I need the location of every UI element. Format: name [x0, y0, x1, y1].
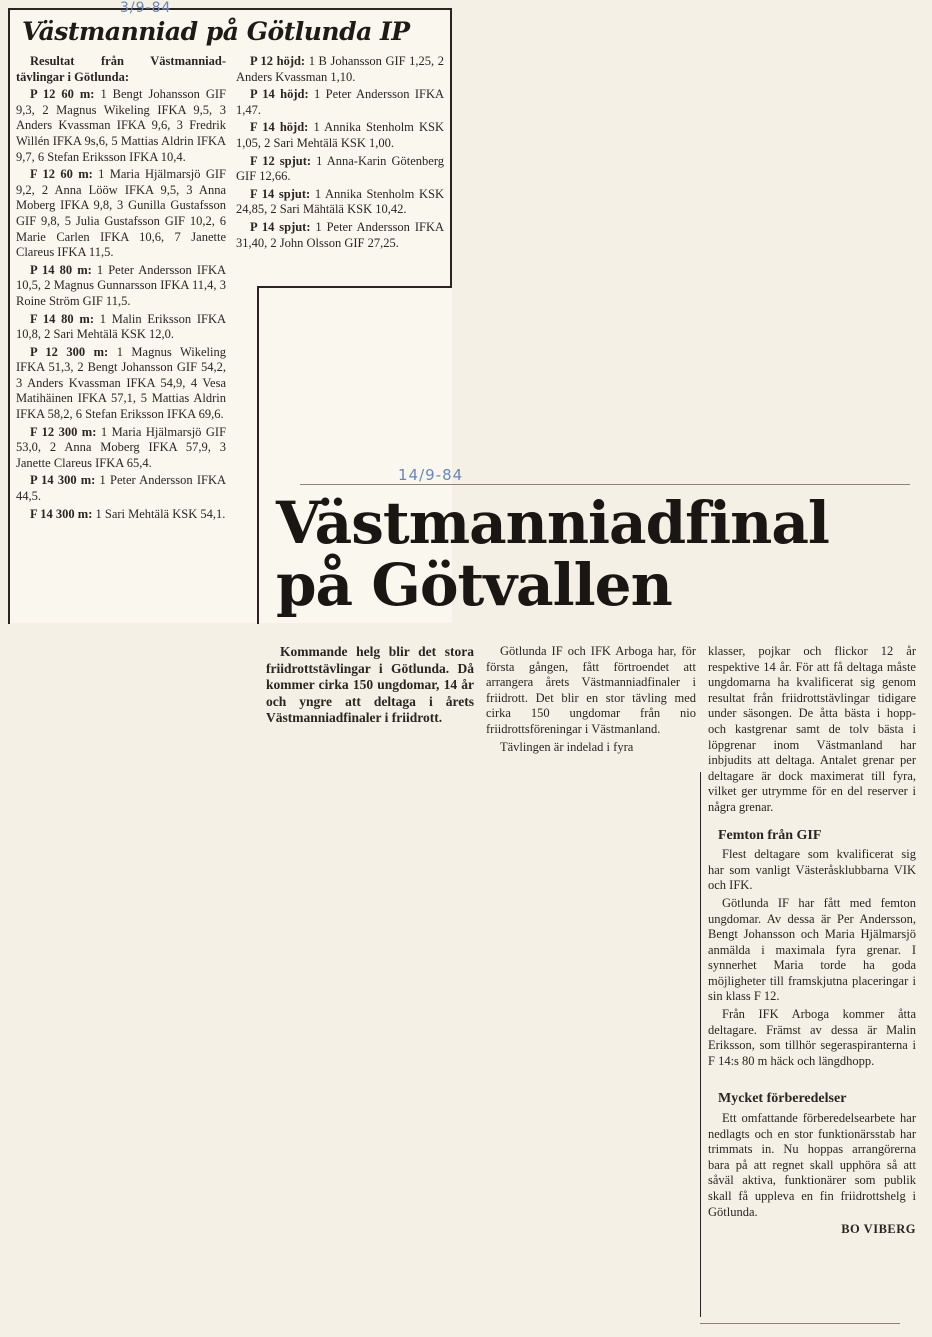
- result-event: F 12 300 m:: [30, 424, 97, 439]
- result-event: F 12 60 m:: [30, 167, 93, 182]
- result-text: 1 Sari Mehtälä KSK 54,1.: [95, 506, 226, 521]
- column-3-rule: [700, 772, 701, 1317]
- result-event: P 14 80 m:: [30, 262, 92, 277]
- article-headline: [276, 489, 916, 619]
- col2-paragraph: Götlunda IF och IFK Arboga har, för första gången, fått förtroendet att arrangera årets Västmanniadfinaler i friidrott. Det blir en stor tävling med cirka 150 ungdomar från nio friidrottsföreningar i Västmanland.: [486, 644, 696, 736]
- result-text: 1 Magnus Wikeling IFKA 51,3, 2 Bengt Johansson GIF 54,2, 3 Anders Kvassman IFKA 54,9, 4 Vesa Matihäinen IFKA 57,1, 5 Mattias Aldrin IFKA 58,2, 6 Stefan Eriksson IFKA 69,6.: [16, 344, 226, 422]
- result-text: 1 Anna-Karin Götenberg GIF 12,66.: [236, 153, 445, 184]
- subhead-femton: Femton från GIF: [718, 827, 822, 843]
- section1-paragraph: Götlunda IF har fått med femton ungdomar. Av dessa är Per Andersson, Bengt Johansson och Maria Hjälmarsjö anmälda i maximala fyra grenar. I synnerhet Maria torde ha goda möjligheter till framskjutna placeringar i sin klass F 12.: [708, 895, 916, 1004]
- result-text: 1 Peter Andersson IFKA 44,5.: [16, 473, 226, 504]
- result-entry: [16, 345, 226, 423]
- section2-paragraph: Ett omfattande förberedelsearbete har nedlagts och en stor funktionärsstab har trimmats in. Nu hoppas arrangörerna bara på att regnet skall upphöra så att såväl aktiva, funktionärer som publik skall få uppleva en fin friidrottshelg i Götlunda.: [708, 1111, 916, 1219]
- article-column-3: [708, 644, 916, 1238]
- result-event: P 14 höjd:: [250, 87, 309, 102]
- result-event: F 14 spjut:: [250, 186, 311, 201]
- result-event: F 14 80 m:: [30, 311, 94, 326]
- result-entry: [236, 220, 444, 251]
- result-text: 1 Malin Eriksson IFKA 10,8, 2 Sari Mehtälä KSK 12,0.: [16, 311, 226, 342]
- col3-paragraph: klasser, pojkar och flickor 12 år respektive 14 år. För att få deltaga måste ungdomarna ha kvalificerat sig genom resultat från friidrottstävlingar tidigare under säsongen. De åtta bästa i hopp- och kastgrenar samt de tolv bästa i löpgrenar inom Västmanland har inbjudits att deltaga. Antalet grenar per deltagare är dock maximerat till fyra, vilket ger utrymme för en del reserver i några grenar.: [708, 644, 916, 814]
- result-entry: [16, 507, 226, 523]
- result-event: P 12 60 m:: [30, 87, 95, 102]
- headline-line-2: på Götvallen: [276, 551, 672, 619]
- result-event: F 14 300 m:: [30, 506, 93, 521]
- result-entry: [16, 263, 226, 310]
- results-left-list: [16, 87, 226, 522]
- result-event: F 14 höjd:: [250, 120, 309, 135]
- result-text: 1 Peter Andersson IFKA 10,5, 2 Magnus Gunnarsson IFKA 11,4, 3 Roine Ström GIF 11,5.: [16, 262, 227, 308]
- result-event: F 12 spjut:: [250, 153, 312, 168]
- result-entry: [16, 312, 226, 343]
- result-text: 1 B Johansson GIF 1,25, 2 Anders Kvassman 1,10.: [236, 54, 445, 84]
- results-column-right: [236, 54, 444, 253]
- byline: BO VIBERG: [841, 1222, 916, 1237]
- result-entry: [236, 120, 444, 151]
- result-entry: [16, 87, 226, 165]
- article-ingress: [266, 644, 474, 729]
- ingress-text: Kommande helg blir det stora friidrottstävlingar i Götlunda. Då kommer cirka 150 ungdomar, 14 år och yngre att deltaga i årets Västmanniadfinaler i friidrott.: [266, 644, 474, 725]
- subhead-forberedelser: Mycket förberedelser: [718, 1091, 847, 1107]
- result-entry: [16, 425, 226, 472]
- result-text: 1 Peter Andersson IFKA 31,40, 2 John Olsson GIF 27,25.: [236, 219, 445, 250]
- result-event: P 14 300 m:: [30, 473, 96, 488]
- result-event: P 12 höjd:: [250, 54, 306, 68]
- section1-paragraph: Från IFK Arboga kommer åtta deltagare. Främst av dessa är Malin Eriksson, som tillhör segeraspiranterna i F 14:s 80 m häck och längdhopp.: [708, 1007, 916, 1068]
- result-text: 1 Bengt Johansson GIF 9,3, 2 Magnus Wikeling IFKA 9,5, 3 Anders Kvassman IFKA 9,6, 3 Fredrik Willén IFKA 9s,6, 5 Mattias Aldrin IFKA 9,7, 6 Stefan Eriksson IFKA 10,4.: [16, 87, 226, 164]
- article-top-rule: [300, 484, 910, 485]
- results-column-left: [16, 54, 226, 524]
- result-text: 1 Annika Stenholm KSK 24,85, 2 Sari Mähtälä KSK 10,42.: [236, 186, 444, 217]
- results-title: Västmanniad på Götlunda IP: [22, 17, 410, 46]
- article-bottom-rule: [700, 1323, 900, 1324]
- result-entry: [236, 187, 444, 218]
- result-entry: [16, 473, 226, 504]
- col2-paragraph: Tävlingen är indelad i fyra: [500, 739, 634, 754]
- result-entry: [236, 154, 444, 185]
- result-text: 1 Maria Hjälmarsjö GIF 9,2, 2 Anna Lööw IFKA 9,5, 3 Anna Moberg IFKA 9,8, 3 Gunilla Gustafsson GIF 9,8, 5 Julia Gustafsson GIF 10,2, 6 Marie Carlen IFKA 10,6, 7 Janette Clareus IFKA 11,5.: [16, 167, 227, 260]
- result-entry: [236, 54, 444, 85]
- clipping-results-divider: [257, 286, 452, 288]
- result-event: P 12 300 m:: [30, 344, 109, 359]
- result-text: 1 Peter Andersson IFKA 1,47.: [236, 87, 444, 117]
- article-column-2: [486, 644, 696, 757]
- result-entry: [16, 167, 226, 261]
- result-entry: [236, 87, 444, 118]
- results-intro-text: Resultat från Västmanniad-tävlingar i Götlunda:: [16, 54, 226, 84]
- results-right-list: [236, 54, 444, 251]
- section1-paragraph: Flest deltagare som kvalificerat sig har som vanligt Västeråsklubbarna VIK och IFK.: [708, 847, 916, 893]
- handwritten-date-2: 14/9-84: [398, 466, 464, 484]
- result-text: 1 Maria Hjälmarsjö GIF 53,0, 2 Anna Moberg IFKA 57,9, 3 Janette Clareus IFKA 65,4.: [16, 424, 227, 470]
- result-event: P 14 spjut:: [250, 219, 311, 234]
- results-intro: [16, 54, 226, 85]
- handwritten-date-1: 3/9-84: [120, 0, 172, 16]
- headline-line-1: Västmanniadfinal: [276, 489, 829, 557]
- result-text: 1 Annika Stenholm KSK 1,05, 2 Sari Mehtälä KSK 1,00.: [236, 120, 444, 150]
